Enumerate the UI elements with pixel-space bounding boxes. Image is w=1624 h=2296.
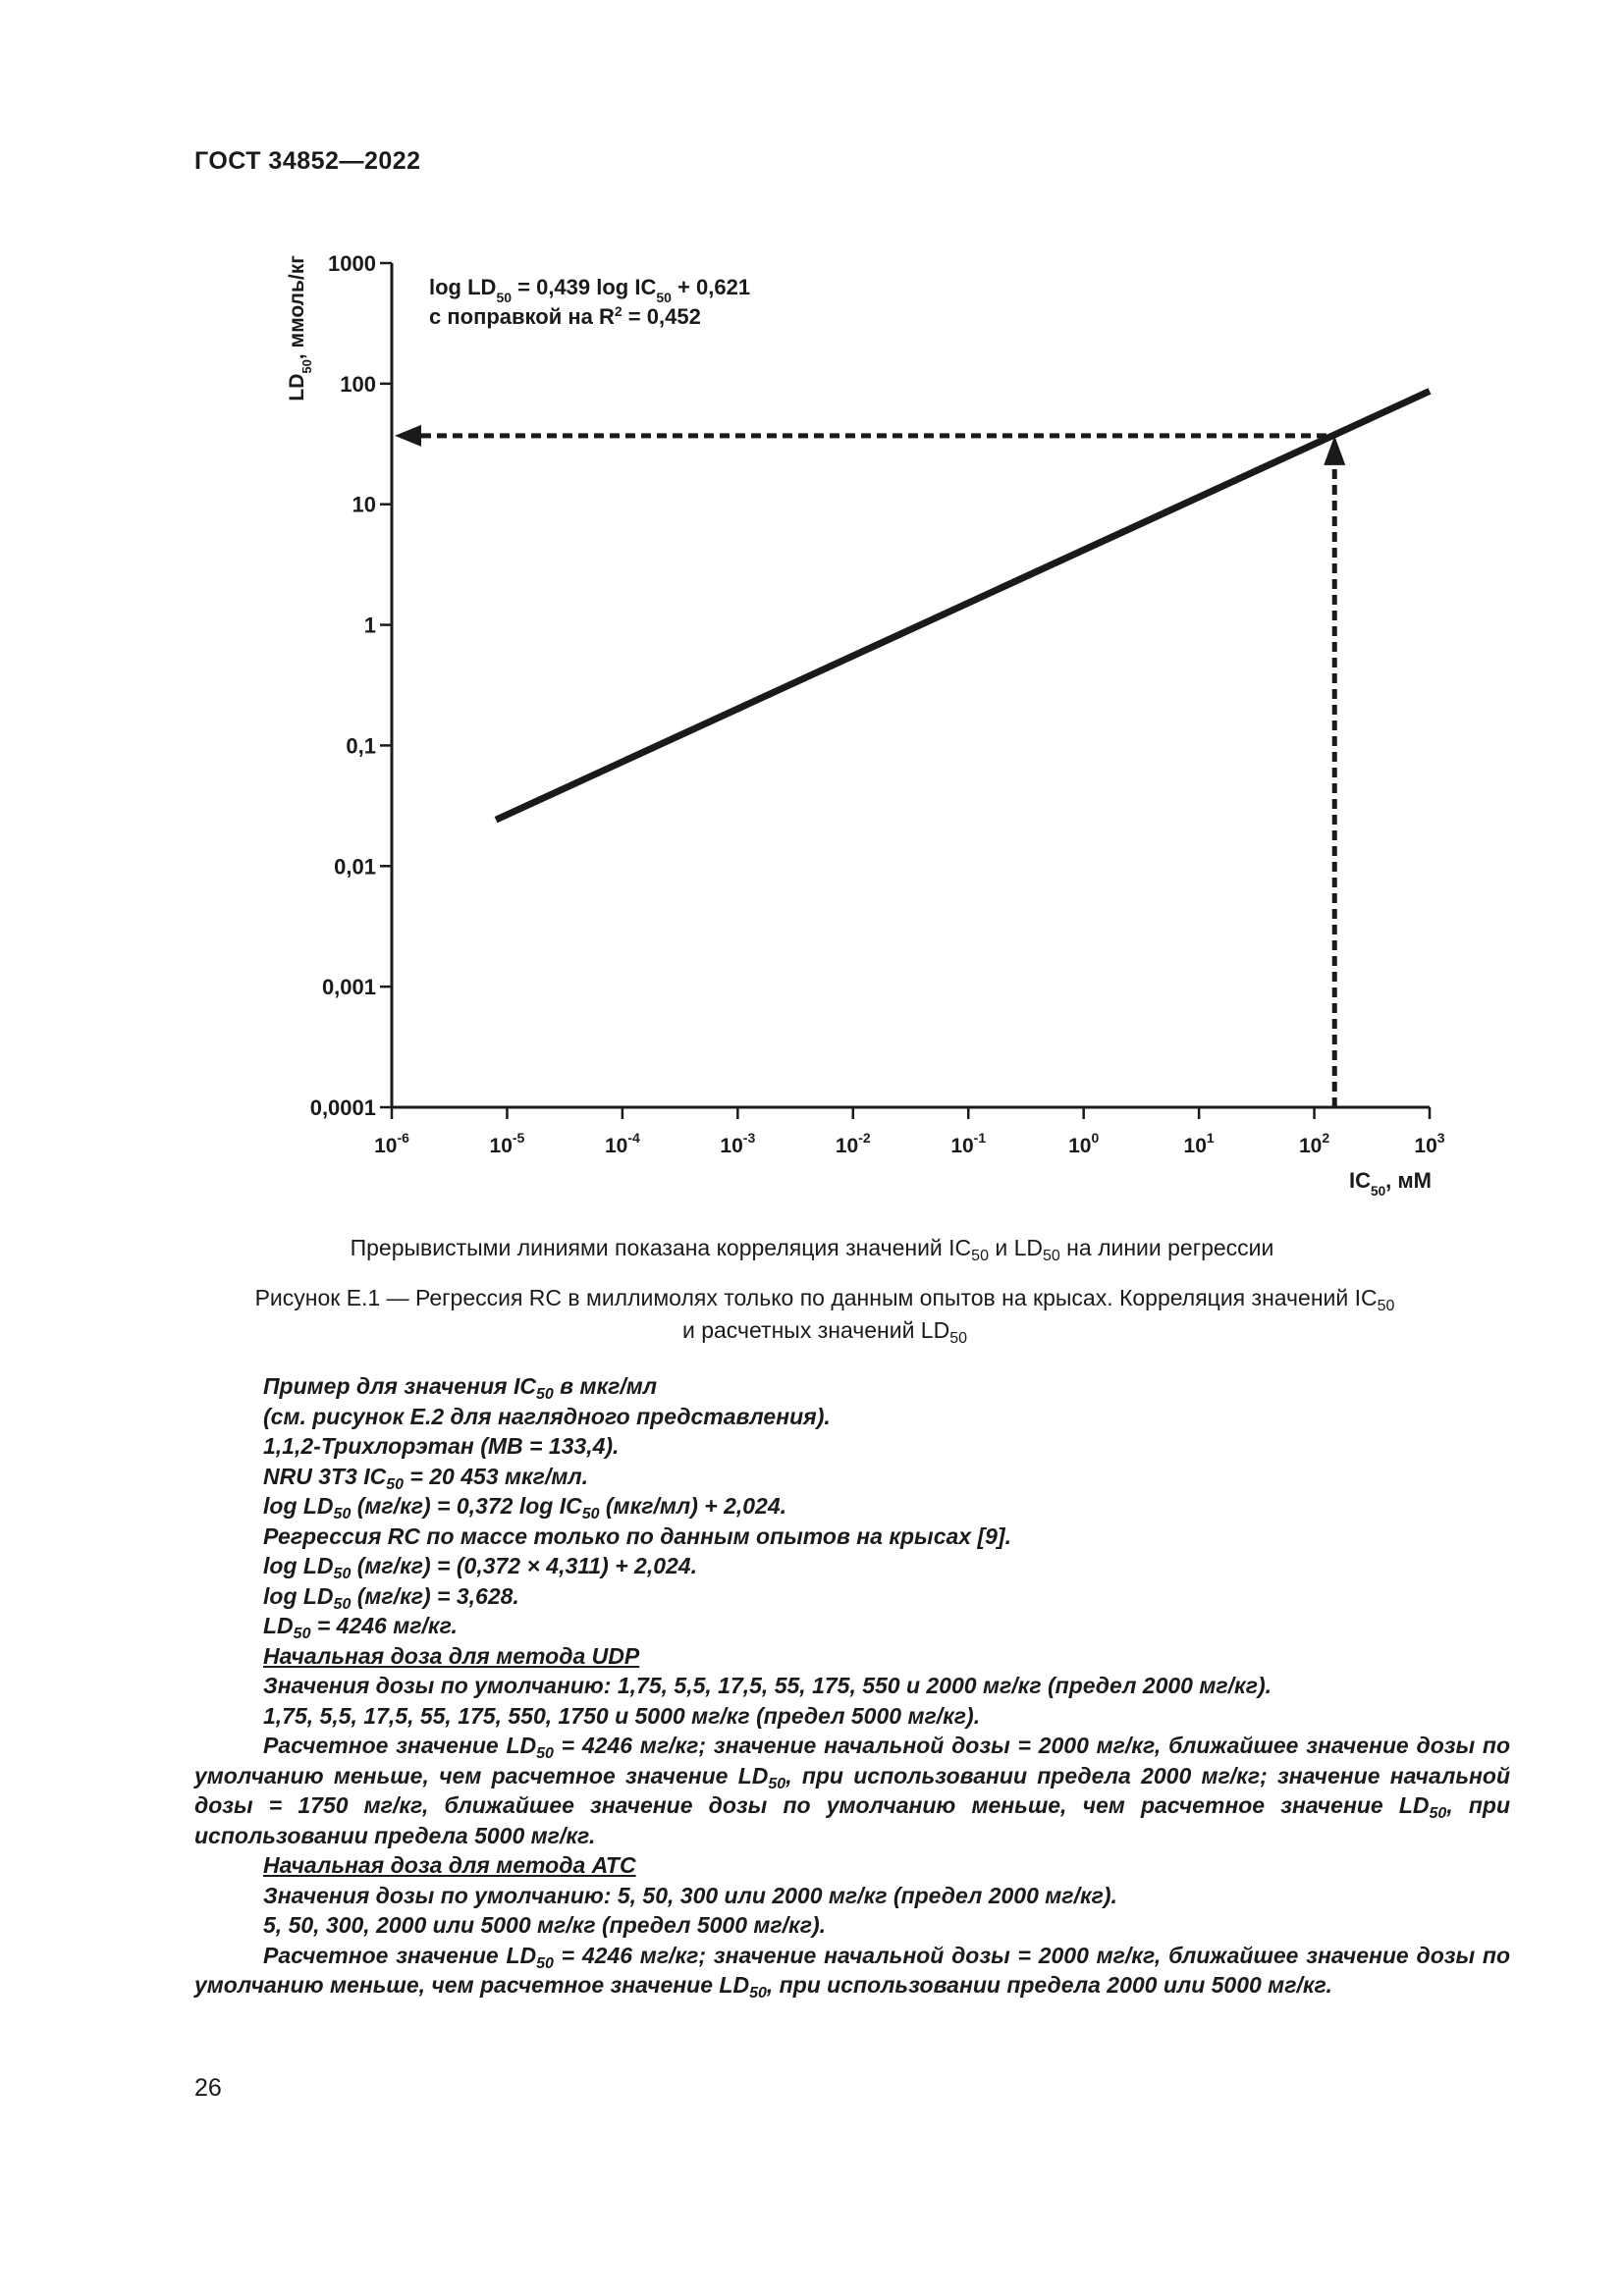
text-note: и LD (988, 1235, 1043, 1260)
example-text (194, 1371, 1510, 2001)
body-paragraph (194, 1671, 1510, 1701)
subscript-paragraph: 50 (333, 1506, 352, 1522)
subscript-paragraph: 50 (749, 1985, 767, 2002)
y-tick-label: 1000 (328, 251, 376, 276)
body-paragraph (194, 1731, 1510, 1850)
text-paragraph: NRU 3T3 IC (263, 1463, 387, 1489)
x-tick-label: $10^0$ (1068, 1130, 1100, 1157)
x-axis-ticks (374, 1107, 1445, 1157)
subscript-note: 50 (1043, 1248, 1060, 1264)
y-tick-label: 10 (352, 492, 376, 517)
text-paragraph: , при использовании предела 5000 мг/кг. (194, 1792, 1510, 1848)
subscript-paragraph: 50 (536, 1745, 554, 1762)
body-paragraph (194, 1910, 1510, 1941)
text-paragraph: log LD (263, 1553, 334, 1578)
body-paragraph (194, 1431, 1510, 1462)
figure-caption-line-2 (196, 1314, 1453, 1347)
text-paragraph: (мкг/мл) + 2,024. (599, 1493, 787, 1519)
body-paragraph (194, 1551, 1510, 1581)
subscript-paragraph: 50 (333, 1595, 352, 1613)
text-paragraph: Регрессия RC по массе только по данным опытов на крысах [9]. (263, 1522, 1011, 1549)
text-paragraph: = 20 453 мкг/мл. (404, 1463, 589, 1489)
chart-series (395, 391, 1430, 1107)
subscript-note: 50 (971, 1248, 989, 1264)
text-paragraph: (мг/кг) = 0,372 log IC (351, 1493, 582, 1519)
text-paragraph: log LD (263, 1582, 334, 1609)
document-header: ГОСТ 34852—2022 (194, 147, 421, 175)
body-paragraph (194, 1611, 1510, 1641)
chart-labels (286, 255, 1432, 1199)
y-axis-ticks (310, 251, 392, 1120)
body-paragraph (194, 1581, 1510, 1612)
page-number: 26 (194, 2074, 222, 2102)
text-paragraph: Пример для значения IC (263, 1373, 536, 1399)
text-paragraph: 1,75, 5,5, 17,5, 55, 175, 550, 1750 и 5000 мг/кг (предел 5000 мг/кг). (263, 1702, 981, 1729)
subsection-heading (194, 1850, 1510, 1881)
x-tick-label: $10^{-4}$ (604, 1130, 640, 1157)
body-paragraph (194, 1491, 1510, 1522)
subscript-paragraph: 50 (333, 1566, 352, 1582)
figure-caption (196, 1282, 1453, 1347)
body-paragraph (194, 1941, 1510, 2001)
x-tick-label: $10^3$ (1414, 1130, 1445, 1157)
text-paragraph: = 4246 мг/кг; значение начальной дозы = 2000 мг/кг, ближайшее значение дозы по умолчанию меньше, чем расчетное значение LD (194, 1733, 1510, 1789)
text-note: Прерывистыми линиями показана корреляция значений IC (350, 1235, 972, 1260)
x-tick-label: $10^{-5}$ (489, 1130, 525, 1157)
y-tick-label: 0,01 (334, 854, 376, 880)
text-paragraph: (мг/кг) = 3,628. (351, 1582, 519, 1609)
left-arrow-head (395, 425, 421, 447)
y-tick-label: 0,1 (346, 733, 376, 759)
text-paragraph: = 4246 мг/кг; значение начальной дозы = 2000 мг/кг, ближайшее значение дозы по умолчанию меньше, чем расчетное значение LD (194, 1942, 1510, 1998)
x-tick-label: $10^2$ (1298, 1130, 1330, 1157)
y-tick-label: 0,0001 (309, 1095, 376, 1120)
subscript-paragraph: 50 (536, 1954, 554, 1972)
chart-axes (392, 263, 1430, 1107)
x-tick-label: $10^{-1}$ (950, 1130, 987, 1157)
text-paragraph: (см. рисунок Е.2 для наглядного представления). (263, 1403, 831, 1429)
subscript-paragraph: 50 (293, 1626, 311, 1642)
subscript-caption: 50 (1377, 1298, 1395, 1314)
text-paragraph: (мг/кг) = (0,372 × 4,311) + 2,024. (351, 1553, 697, 1578)
text-caption: Рисунок Е.1 — Регрессия RC в миллимолях только по данным опытов на крысах. Корреляция значений IC (254, 1285, 1378, 1310)
x-tick-label: $10^{-3}$ (720, 1130, 756, 1157)
text-paragraph: Начальная доза для метода UDP (263, 1642, 640, 1669)
subscript-paragraph: 50 (581, 1506, 600, 1522)
text-paragraph: Начальная доза для метода АТС (263, 1852, 636, 1878)
text-paragraph: в мкг/мл (553, 1373, 658, 1399)
body-paragraph (194, 1371, 1510, 1402)
y-tick-label: 0,001 (321, 975, 376, 1000)
figure-caption-line-1 (196, 1282, 1453, 1314)
x-tick-label: $10^{-2}$ (835, 1130, 871, 1157)
body-paragraph (194, 1522, 1510, 1552)
y-tick-label: 1 (363, 613, 376, 638)
body-paragraph (194, 1881, 1510, 1911)
text-caption: и расчетных значений LD (681, 1317, 950, 1343)
body-paragraph (194, 1402, 1510, 1432)
text-paragraph: , при использовании предела 2000 или 5000 мг/кг. (766, 1972, 1332, 1998)
subscript-paragraph: 50 (768, 1775, 786, 1792)
text-paragraph: Значения дозы по умолчанию: 1,75, 5,5, 17,5, 55, 175, 550 и 2000 мг/кг (предел 2000 мг/кг). (263, 1673, 1272, 1698)
figure-note (0, 1235, 1624, 1264)
subscript-caption: 50 (949, 1330, 968, 1347)
text-paragraph: Значения дозы по умолчанию: 5, 50, 300 или 2000 мг/кг (предел 2000 мг/кг). (263, 1882, 1117, 1908)
x-tick-label: $10^1$ (1183, 1130, 1215, 1157)
subscript-paragraph: 50 (535, 1386, 554, 1403)
text-paragraph: , при использовании предела 2000 мг/кг; значение начальной дозы = 1750 мг/кг, ближайшее значение дозы по умолчанию меньше, чем расчетное значение LD (194, 1762, 1510, 1818)
text-paragraph: log LD (263, 1493, 334, 1519)
subsection-heading (194, 1641, 1510, 1672)
regression-line (496, 391, 1430, 820)
text-paragraph: 1,1,2-Трихлорэтан (МВ = 133,4). (263, 1433, 620, 1459)
body-paragraph (194, 1462, 1510, 1492)
regression-equation: $\log LD_{50} = 0,439$ $\log IC_{50} + 0,621$ (429, 275, 751, 305)
regression-equation: с поправкой на $R^2 = 0,452$ (429, 303, 701, 329)
y-tick-label: 100 (340, 371, 376, 397)
text-paragraph: Расчетное значение LD (263, 1942, 537, 1968)
text-paragraph: = 4246 мг/кг. (310, 1613, 458, 1638)
x-tick-label: $10^{-6}$ (374, 1130, 409, 1157)
text-paragraph: Расчетное значение LD (263, 1733, 537, 1758)
text-paragraph: LD (263, 1613, 294, 1638)
text-note: на линии регрессии (1059, 1235, 1274, 1260)
subscript-paragraph: 50 (1429, 1805, 1447, 1822)
y-axis-label: $LD_{50}$, ммоль/кг (286, 255, 314, 401)
subscript-paragraph: 50 (386, 1475, 405, 1493)
x-axis-label: $IC_{50}$, мМ (1349, 1168, 1432, 1199)
text-paragraph: 5, 50, 300, 2000 или 5000 мг/кг (предел 5000 мг/кг). (263, 1912, 827, 1938)
body-paragraph (194, 1701, 1510, 1732)
